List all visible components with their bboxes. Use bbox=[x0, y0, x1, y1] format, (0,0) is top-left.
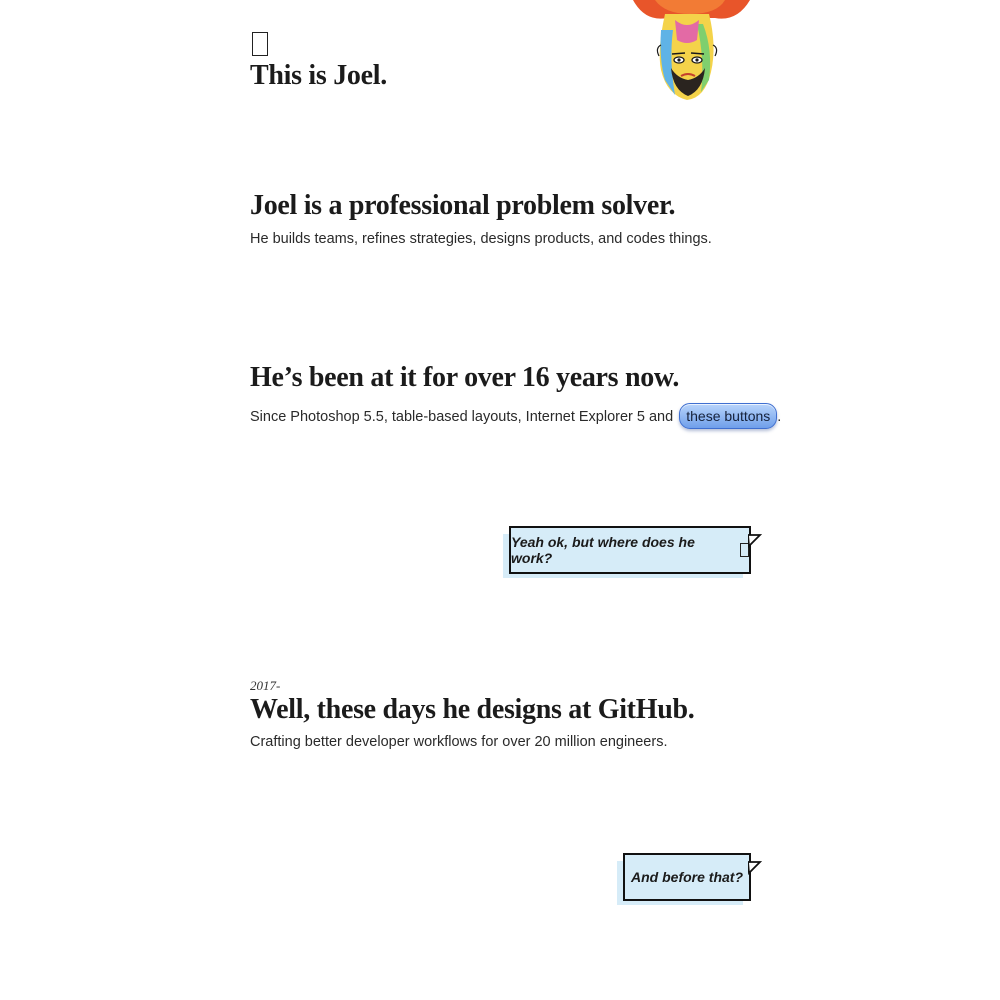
where-does-he-work-prompt[interactable] bbox=[503, 526, 763, 580]
intro-title: This is Joel. bbox=[250, 60, 387, 91]
speech-tail-icon bbox=[748, 534, 762, 548]
solver-text: He builds teams, refines strategies, designs products, and codes things. bbox=[250, 231, 712, 247]
github-heading: Well, these days he designs at GitHub. bbox=[250, 694, 695, 725]
prompt-bubble bbox=[623, 853, 751, 901]
experience-text-before: Since Photoshop 5.5, table-based layouts, Internet Explorer 5 and bbox=[250, 409, 674, 425]
missing-glyph-icon bbox=[252, 32, 268, 56]
experience-text-after: . bbox=[777, 409, 782, 425]
prompt-bubble bbox=[509, 526, 751, 574]
before-that-prompt[interactable] bbox=[617, 853, 763, 907]
experience-text bbox=[250, 403, 781, 429]
prompt-label: And before that? bbox=[631, 869, 743, 885]
github-text: Crafting better developer workflows for over 20 million engineers. bbox=[250, 734, 668, 750]
speech-tail-icon bbox=[748, 861, 762, 875]
experience-heading: He’s been at it for over 16 years now. bbox=[250, 362, 680, 393]
these-buttons-button[interactable]: these buttons bbox=[679, 403, 777, 429]
prompt-label: Yeah ok, but where does he work? bbox=[511, 534, 695, 566]
solver-heading: Joel is a professional problem solver. bbox=[250, 190, 676, 221]
joel-portrait-illustration bbox=[625, 0, 755, 106]
github-year: 2017- bbox=[250, 678, 281, 693]
